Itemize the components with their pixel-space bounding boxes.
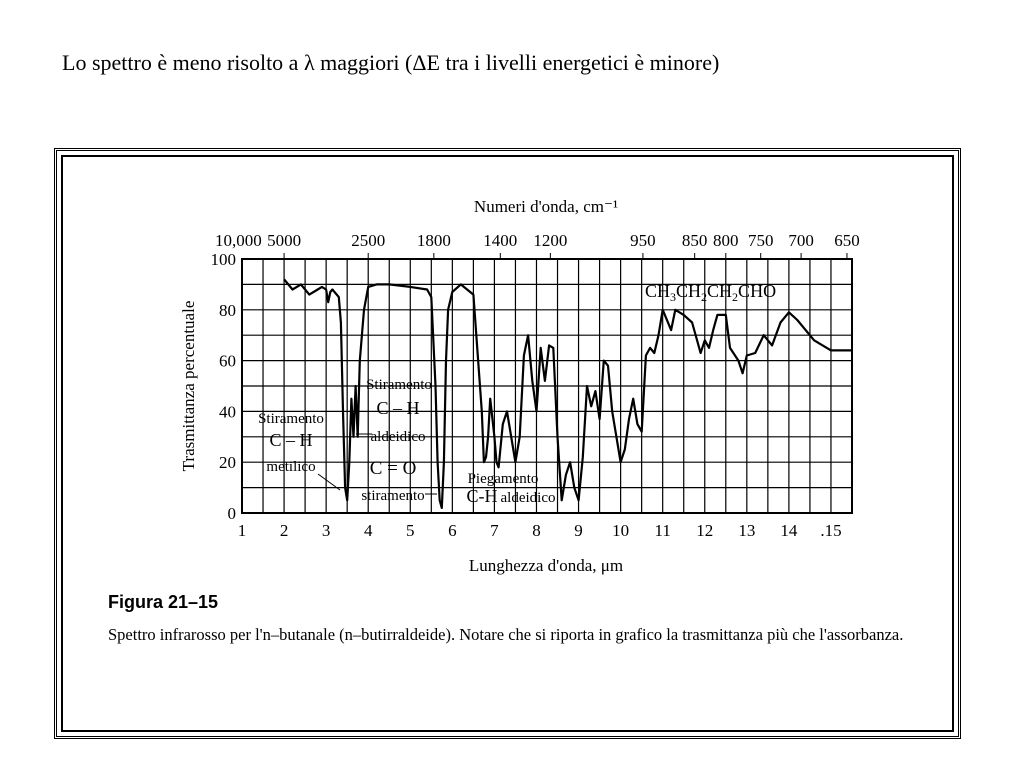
formula-element: H: [719, 281, 733, 301]
x-tick-label: 3: [321, 521, 331, 540]
formula-element: H: [688, 281, 702, 301]
top-axis-label: Numeri d'onda, cm⁻¹: [473, 197, 619, 216]
top-tick-label: 1400: [483, 231, 518, 250]
x-tick-label: 10: [612, 521, 630, 540]
annotation-line: metilico: [266, 459, 316, 475]
annotation-co-stretch: [361, 458, 437, 504]
y-axis-label: Trasmittanza percentuale: [179, 300, 198, 472]
y-tick-label: 20: [219, 453, 236, 473]
formula-element: C: [707, 281, 720, 301]
annotation-line: Stiramento: [258, 411, 324, 427]
annotation-line: Piegamento: [467, 471, 539, 487]
top-tick-label: 2500: [351, 231, 386, 250]
top-tick-label: 5000: [267, 231, 302, 250]
annotation-line: C – H: [376, 398, 420, 418]
x-tick-label: 11: [654, 521, 671, 540]
x-tick-labels: [238, 521, 842, 540]
x-tick-label: 2: [279, 521, 289, 540]
x-tick-label: 14: [780, 521, 798, 540]
annotation-line: C – H: [269, 430, 313, 450]
x-tick-label: 12: [696, 521, 714, 540]
formula-subscript: 2: [732, 290, 739, 304]
annotation-ch-methyl-stretch: [258, 411, 340, 490]
y-tick-label: 40: [219, 402, 236, 422]
y-tick-label: 0: [227, 504, 236, 523]
formula-element: C: [676, 281, 689, 301]
formula-subscript: 2: [701, 290, 708, 304]
top-tick-label: 750: [747, 231, 774, 250]
x-tick-label: 6: [448, 521, 457, 540]
formula-element: C: [645, 281, 658, 301]
annotation-line: aldeidico: [370, 429, 426, 445]
x-tick-label: 7: [490, 521, 499, 540]
figure-caption: Spettro infrarosso per l'n–butanale (n–butirraldeide). Notare che si riporta in grafico la trasmittanza più che l'assorbanza.: [108, 625, 904, 644]
annotation-line: stiramento: [361, 488, 425, 504]
slide-title: Lo spettro è meno risolto a λ maggiori (ΔE tra i livelli energetici è minore): [62, 50, 720, 75]
compound-formula-label: [645, 281, 776, 304]
x-tick-label: 9: [574, 521, 583, 540]
top-tick-label: 850: [681, 231, 708, 250]
x-tick-label: 4: [363, 521, 373, 540]
y-tick-label: 100: [210, 250, 236, 269]
y-tick-label: 80: [219, 300, 236, 320]
x-tick-label: 1: [237, 521, 247, 540]
formula-element: H: [657, 281, 671, 301]
formula-subscript: 3: [670, 290, 677, 304]
y-tick-labels: [211, 250, 237, 523]
annotation-ch-aldehyde-bend: [467, 471, 556, 506]
y-tick-label: 60: [219, 351, 236, 371]
x-axis-label: Lunghezza d'onda, μm: [468, 556, 624, 575]
top-tick-label: 1800: [416, 231, 451, 250]
top-tick-label: 1200: [533, 231, 568, 250]
top-tick-label: 650: [834, 231, 860, 250]
formula-element: C: [738, 281, 751, 301]
annotation-line: aldeidico: [500, 490, 556, 506]
formula-element: O: [763, 281, 777, 301]
x-tick-label: 13: [738, 521, 756, 540]
annotation-line: C-H: [466, 486, 498, 506]
x-tick-label: 5: [406, 521, 415, 540]
annotation-line: Stiramento: [366, 377, 432, 393]
formula-element: H: [750, 281, 764, 301]
top-tick-label: 800: [713, 231, 739, 250]
top-tick-labels: [215, 231, 860, 259]
annotation-line: C = O: [369, 458, 417, 479]
x-tick-label: 8: [532, 521, 541, 540]
top-tick-label: 950: [630, 231, 656, 250]
figure-heading: Figura 21–15: [108, 592, 219, 612]
top-tick-label: 700: [788, 231, 814, 250]
x-tick-label: .15: [820, 521, 842, 540]
top-tick-label: 10,000: [215, 231, 262, 250]
